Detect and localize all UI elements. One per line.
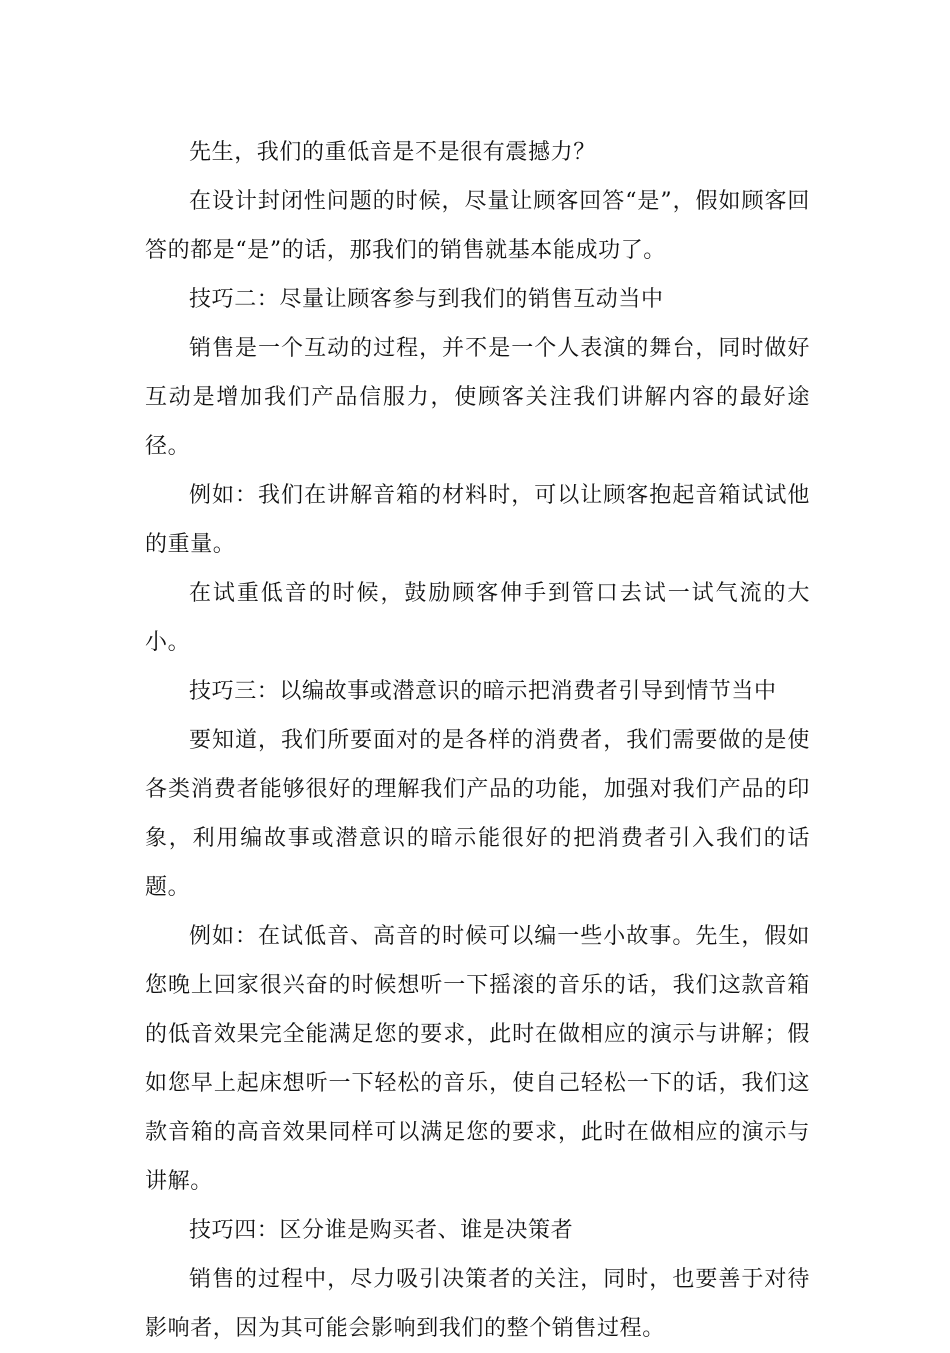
document-body	[145, 128, 810, 1353]
paragraph-example-airflow: 在试重低音的时候，鼓励顾客伸手到管口去试一试气流的大小。	[145, 581, 810, 655]
paragraph-example-story: 例如：在试低音、高音的时候可以编一些小故事。先生，假如您晚上回家很兴奋的时候想听一下摇滚的音乐的话，我们这款音箱的低音效果完全能满足您的要求，此时在做相应的演示与讲解；假如您早上起床想听一下轻松的音乐，使自己轻松一下的话，我们这款音箱的高音效果同样可以满足您的要求，此时在做相应的演示与讲解。	[145, 924, 810, 1194]
heading-tip-two: 技巧二：尽量让顾客参与到我们的销售互动当中	[189, 287, 664, 312]
paragraph-storytelling: 要知道，我们所要面对的是各样的消费者，我们需要做的是使各类消费者能够很好的理解我们产品的功能，加强对我们产品的印象，利用编故事或潜意识的暗示能很好的把消费者引入我们的话题。	[145, 728, 810, 900]
paragraph-closing-question: 先生，我们的重低音是不是很有震撼力？	[189, 140, 596, 165]
paragraph-interaction: 销售是一个互动的过程，并不是一个人表演的舞台，同时做好互动是增加我们产品信服力，使顾客关注我们讲解内容的最好途径。	[145, 336, 810, 459]
paragraph-decision-maker: 销售的过程中，尽力吸引决策者的关注，同时，也要善于对待影响者，因为其可能会影响到我们的整个销售过程。	[145, 1267, 810, 1341]
paragraph-closed-question-tip: 在设计封闭性问题的时候，尽量让顾客回答“是”，假如顾客回答的都是“是”的话，那我们的销售就基本能成功了。	[145, 189, 810, 263]
paragraph-example-weight: 例如：我们在讲解音箱的材料时，可以让顾客抱起音箱试试他的重量。	[145, 483, 810, 557]
heading-tip-three: 技巧三：以编故事或潜意识的暗示把消费者引导到情节当中	[189, 679, 777, 704]
heading-tip-four: 技巧四：区分谁是购买者、谁是决策者	[189, 1218, 574, 1243]
